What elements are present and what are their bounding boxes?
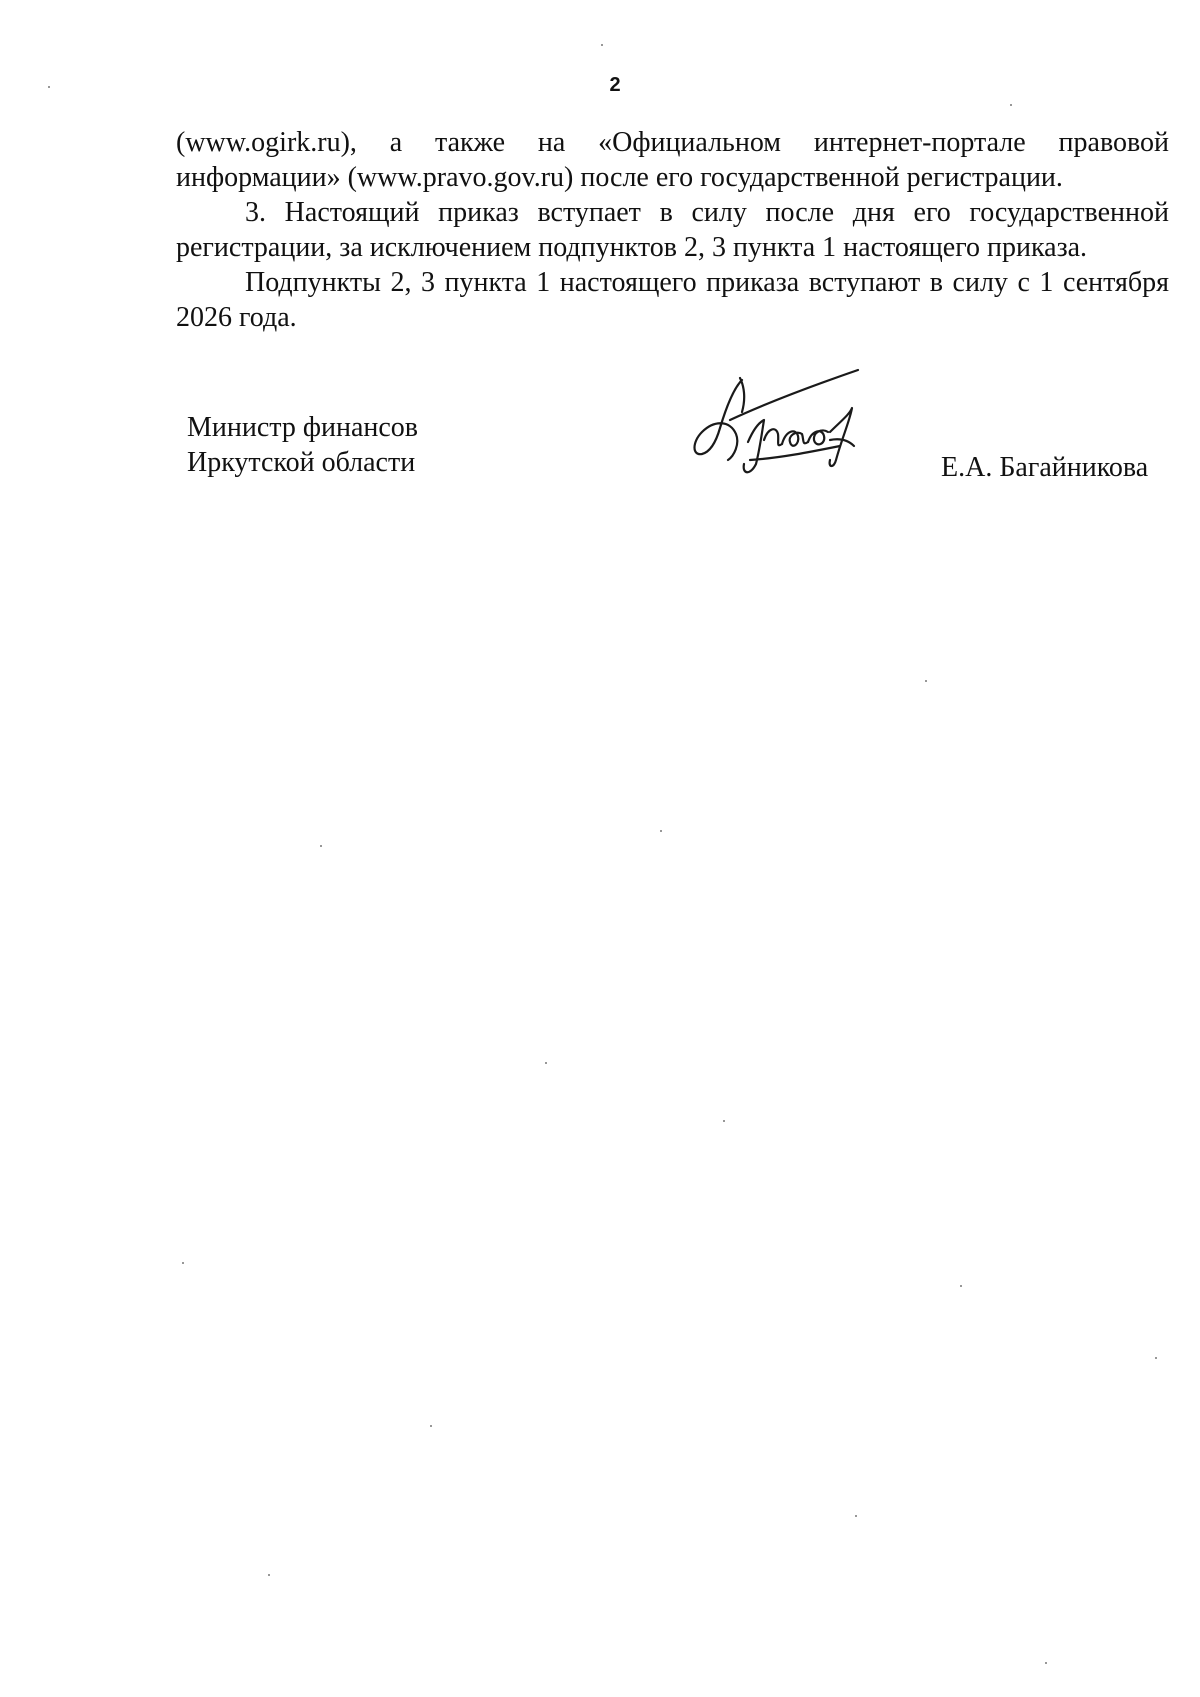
scan-speck xyxy=(960,1285,962,1287)
scan-speck xyxy=(320,845,322,847)
signatory-position-line1: Министр финансов xyxy=(187,412,419,443)
scan-speck xyxy=(1010,104,1012,106)
scan-speck xyxy=(545,1062,547,1064)
handwritten-signature xyxy=(690,368,870,483)
paragraph-item-3: 3. Настоящий приказ вступает в силу после дня его государственной регистрации, за исключением подпунктов 2, 3 пункта 1 настоящего приказа. xyxy=(176,197,1169,263)
document-body xyxy=(176,125,1169,335)
paragraph-continuation: (www.ogirk.ru), а также на «Официальном интернет-портале правовой информации» (www.pravo.gov.ru) после его государственной регистрации. xyxy=(176,127,1169,193)
scan-speck xyxy=(268,1574,270,1576)
scan-speck xyxy=(48,86,50,88)
signatory-position-line2: Иркутской области xyxy=(187,447,416,478)
scan-speck xyxy=(1045,1662,1047,1664)
scan-speck xyxy=(723,1120,725,1122)
signatory-position xyxy=(187,410,418,480)
scan-speck xyxy=(1155,1357,1157,1359)
scan-speck xyxy=(925,680,927,682)
scan-speck xyxy=(430,1425,432,1427)
page-number: 2 xyxy=(609,74,621,96)
scan-speck xyxy=(855,1515,857,1517)
scan-speck xyxy=(660,830,662,832)
paragraph-subitems-effective-date: Подпункты 2, 3 пункта 1 настоящего приказа вступают в силу с 1 сентября 2026 года. xyxy=(176,267,1169,333)
signatory-name: Е.А. Багайникова xyxy=(941,452,1149,483)
scan-speck xyxy=(182,1262,184,1264)
scan-speck xyxy=(601,44,603,46)
